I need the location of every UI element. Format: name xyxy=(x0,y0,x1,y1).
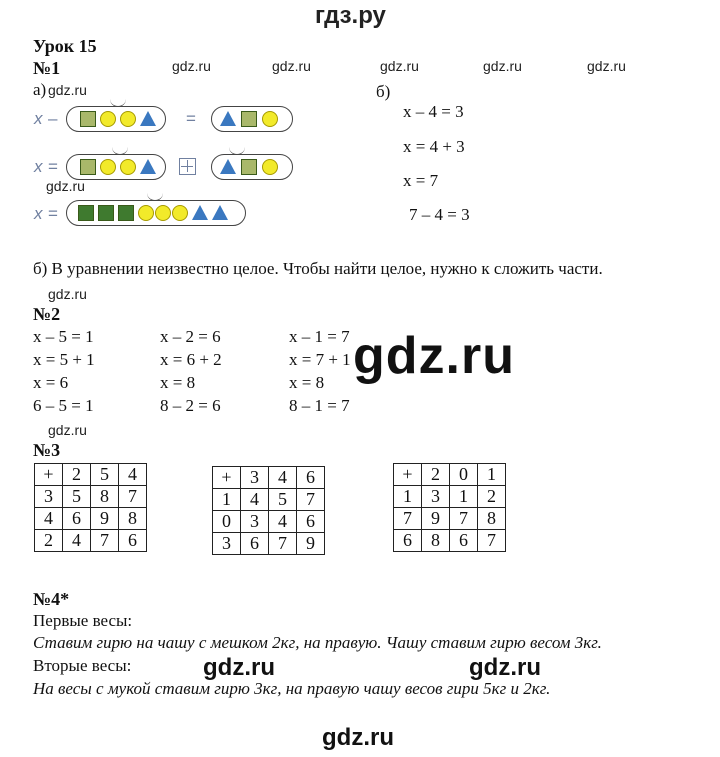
triangle-shape xyxy=(220,159,236,174)
task2-heading: №2 xyxy=(33,304,61,324)
table-cell: 7 xyxy=(119,486,147,508)
table-cell: + xyxy=(35,464,63,486)
watermark-mid: gdz.ru xyxy=(469,654,541,681)
circle-shape xyxy=(120,111,136,127)
table-cell: 7 xyxy=(269,533,297,555)
watermark-small: gdz.ru xyxy=(46,178,85,194)
table-cell: 4 xyxy=(63,530,91,552)
addition-table xyxy=(34,463,147,552)
table-cell: 3 xyxy=(241,467,269,489)
circle-shape xyxy=(120,159,136,175)
equation-line: x = 8 xyxy=(289,373,325,392)
table-cell: 6 xyxy=(63,508,91,530)
minus-sign: – xyxy=(48,109,58,128)
equals-sign: = xyxy=(48,204,58,223)
task1-heading: №1 xyxy=(33,58,61,78)
table-cell: 3 xyxy=(422,486,450,508)
lesson-title: Урок 15 xyxy=(33,36,97,56)
table-cell: + xyxy=(394,464,422,486)
equation-line: x = 7 xyxy=(403,171,439,190)
table-cell: 7 xyxy=(450,508,478,530)
square-shape xyxy=(80,159,96,175)
square-shape xyxy=(98,205,114,221)
task4-second-label: Вторые весы: xyxy=(33,656,132,675)
table-cell: 6 xyxy=(119,530,147,552)
watermark-small: gdz.ru xyxy=(48,422,87,438)
table-cell: 6 xyxy=(241,533,269,555)
equation-line: x – 2 = 6 xyxy=(160,327,221,346)
table-cell: 6 xyxy=(394,530,422,552)
watermark-mid: gdz.ru xyxy=(203,654,275,681)
table-cell: 3 xyxy=(35,486,63,508)
circle-shape xyxy=(262,159,278,175)
equation-line: 8 – 1 = 7 xyxy=(289,396,350,415)
table-cell: 9 xyxy=(422,508,450,530)
table-cell: 1 xyxy=(213,489,241,511)
table-cell: 7 xyxy=(478,530,506,552)
square-shape xyxy=(78,205,94,221)
table-cell: 5 xyxy=(63,486,91,508)
equation-line: x – 4 = 3 xyxy=(403,102,464,121)
task4-heading: №4* xyxy=(33,589,70,609)
equation-line: x = 5 + 1 xyxy=(33,350,95,369)
table-cell: 2 xyxy=(478,486,506,508)
equals-sign: = xyxy=(48,157,58,176)
table-cell: 8 xyxy=(478,508,506,530)
table-cell: 6 xyxy=(297,511,325,533)
table-cell: 5 xyxy=(91,464,119,486)
triangle-shape xyxy=(140,111,156,126)
table-cell: 2 xyxy=(422,464,450,486)
triangle-shape xyxy=(212,205,228,220)
plus-icon xyxy=(179,158,196,175)
square-shape xyxy=(118,205,134,221)
watermark-small: gdz.ru xyxy=(48,82,87,98)
table-cell: 7 xyxy=(297,489,325,511)
equation-line: x = 8 xyxy=(160,373,196,392)
task4-first-label: Первые весы: xyxy=(33,611,133,630)
watermark-small: gdz.ru xyxy=(587,58,626,74)
table-cell: 0 xyxy=(213,511,241,533)
watermark-bottom: gdz.ru xyxy=(322,724,394,751)
circle-shape xyxy=(100,159,116,175)
table-cell: 1 xyxy=(394,486,422,508)
task4-first-text: Ставим гирю на чашу с мешком 2кг, на правую. Чашу ставим гирю весом 3кг. xyxy=(33,633,602,652)
table-cell: 8 xyxy=(119,508,147,530)
x-variable: x xyxy=(34,109,43,128)
equation-line: x = 4 + 3 xyxy=(403,137,465,156)
equation-line: 8 – 2 = 6 xyxy=(160,396,221,415)
x-variable: x xyxy=(34,157,43,176)
equation-line: 6 – 5 = 1 xyxy=(33,396,94,415)
table-cell: 7 xyxy=(91,530,119,552)
watermark-small: gdz.ru xyxy=(483,58,522,74)
equation-line: x = 6 xyxy=(33,373,69,392)
table-cell: 4 xyxy=(241,489,269,511)
table-cell: 3 xyxy=(213,533,241,555)
circle-shape xyxy=(155,205,171,221)
table-cell: 4 xyxy=(269,467,297,489)
table-cell: 6 xyxy=(450,530,478,552)
square-shape xyxy=(80,111,96,127)
circle-shape xyxy=(138,205,154,221)
equation-line: x = 6 + 2 xyxy=(160,350,222,369)
table-cell: 2 xyxy=(35,530,63,552)
table-cell: 4 xyxy=(119,464,147,486)
task1-part-b-label: б) xyxy=(376,82,391,101)
addition-table xyxy=(212,466,325,555)
triangle-shape xyxy=(220,111,236,126)
table-cell: 8 xyxy=(91,486,119,508)
table-cell: 4 xyxy=(35,508,63,530)
square-shape xyxy=(241,159,257,175)
table-cell: 4 xyxy=(269,511,297,533)
task4-second-text: На весы с мукой ставим гирю 3кг, на правую чашу весов гири 5кг и 2кг. xyxy=(33,679,551,698)
equation-line: x – 5 = 1 xyxy=(33,327,94,346)
watermark-small: gdz.ru xyxy=(172,58,211,74)
task1-part-a-label: а) xyxy=(33,80,47,99)
table-cell: 0 xyxy=(450,464,478,486)
table-cell: 1 xyxy=(478,464,506,486)
table-cell: 3 xyxy=(241,511,269,533)
task3-heading: №3 xyxy=(33,440,61,460)
square-shape xyxy=(241,111,257,127)
triangle-shape xyxy=(140,159,156,174)
table-cell: 9 xyxy=(91,508,119,530)
watermark-top: гдз.ру xyxy=(315,2,386,29)
table-cell: + xyxy=(213,467,241,489)
equals-sign: = xyxy=(186,109,196,128)
watermark-small: gdz.ru xyxy=(48,286,87,302)
equation-line: 7 – 4 = 3 xyxy=(409,205,470,224)
triangle-shape xyxy=(192,205,208,220)
circle-shape xyxy=(172,205,188,221)
table-cell: 8 xyxy=(422,530,450,552)
watermark-small: gdz.ru xyxy=(272,58,311,74)
circle-shape xyxy=(262,111,278,127)
task1-explanation: б) В уравнении неизвестно целое. Чтобы найти целое, нужно к сложить части. xyxy=(33,259,603,278)
table-cell: 1 xyxy=(450,486,478,508)
table-cell: 9 xyxy=(297,533,325,555)
watermark-small: gdz.ru xyxy=(380,58,419,74)
table-cell: 7 xyxy=(394,508,422,530)
table-cell: 5 xyxy=(269,489,297,511)
watermark-big: gdz.ru xyxy=(353,327,515,385)
x-variable: x xyxy=(34,204,43,223)
table-cell: 6 xyxy=(297,467,325,489)
addition-table xyxy=(393,463,506,552)
equation-line: x – 1 = 7 xyxy=(289,327,350,346)
equation-line: x = 7 + 1 xyxy=(289,350,351,369)
table-cell: 2 xyxy=(63,464,91,486)
circle-shape xyxy=(100,111,116,127)
